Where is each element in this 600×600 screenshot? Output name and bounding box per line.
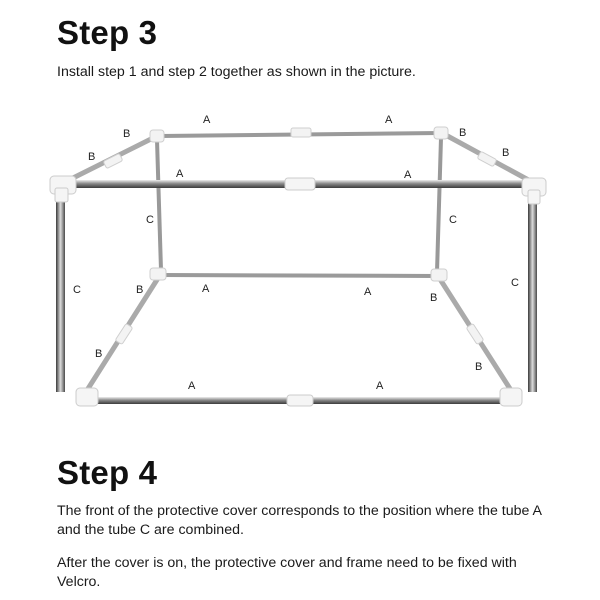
part-labels	[73, 114, 519, 392]
front-connectors	[50, 176, 546, 406]
step-3-title: Step 3	[57, 14, 158, 51]
label-b: B	[475, 361, 483, 373]
label-c: C	[73, 284, 81, 296]
step-4-velcro-note: After the cover is on, the protective cover and frame need to be fixed with Velcro.	[57, 555, 517, 590]
frame-diagram	[0, 100, 600, 430]
label-a: A	[188, 380, 196, 392]
side-tubes	[67, 133, 534, 395]
label-b: B	[136, 284, 144, 296]
label-a: A	[176, 168, 184, 180]
label-b: B	[95, 348, 103, 360]
label-a: A	[364, 286, 372, 298]
step-4-instruction: The front of the protective cover corresponds to the position where the tube A and the tube C are combined.	[57, 503, 542, 538]
label-c: C	[146, 214, 154, 226]
front-posts	[56, 192, 537, 392]
label-a: A	[203, 114, 211, 126]
label-a: A	[385, 114, 393, 126]
label-a: A	[376, 380, 384, 392]
label-b: B	[123, 128, 131, 140]
label-c: C	[511, 277, 519, 289]
label-b: B	[459, 127, 467, 139]
back-tubes	[157, 133, 441, 276]
label-b: B	[88, 151, 96, 163]
label-b: B	[502, 147, 510, 159]
label-c: C	[449, 214, 457, 226]
step-4-title: Step 4	[57, 454, 158, 491]
label-a: A	[202, 283, 210, 295]
label-a: A	[404, 169, 412, 181]
label-b: B	[430, 292, 438, 304]
step-3-instruction: Install step 1 and step 2 together as shown in the picture.	[57, 64, 416, 80]
